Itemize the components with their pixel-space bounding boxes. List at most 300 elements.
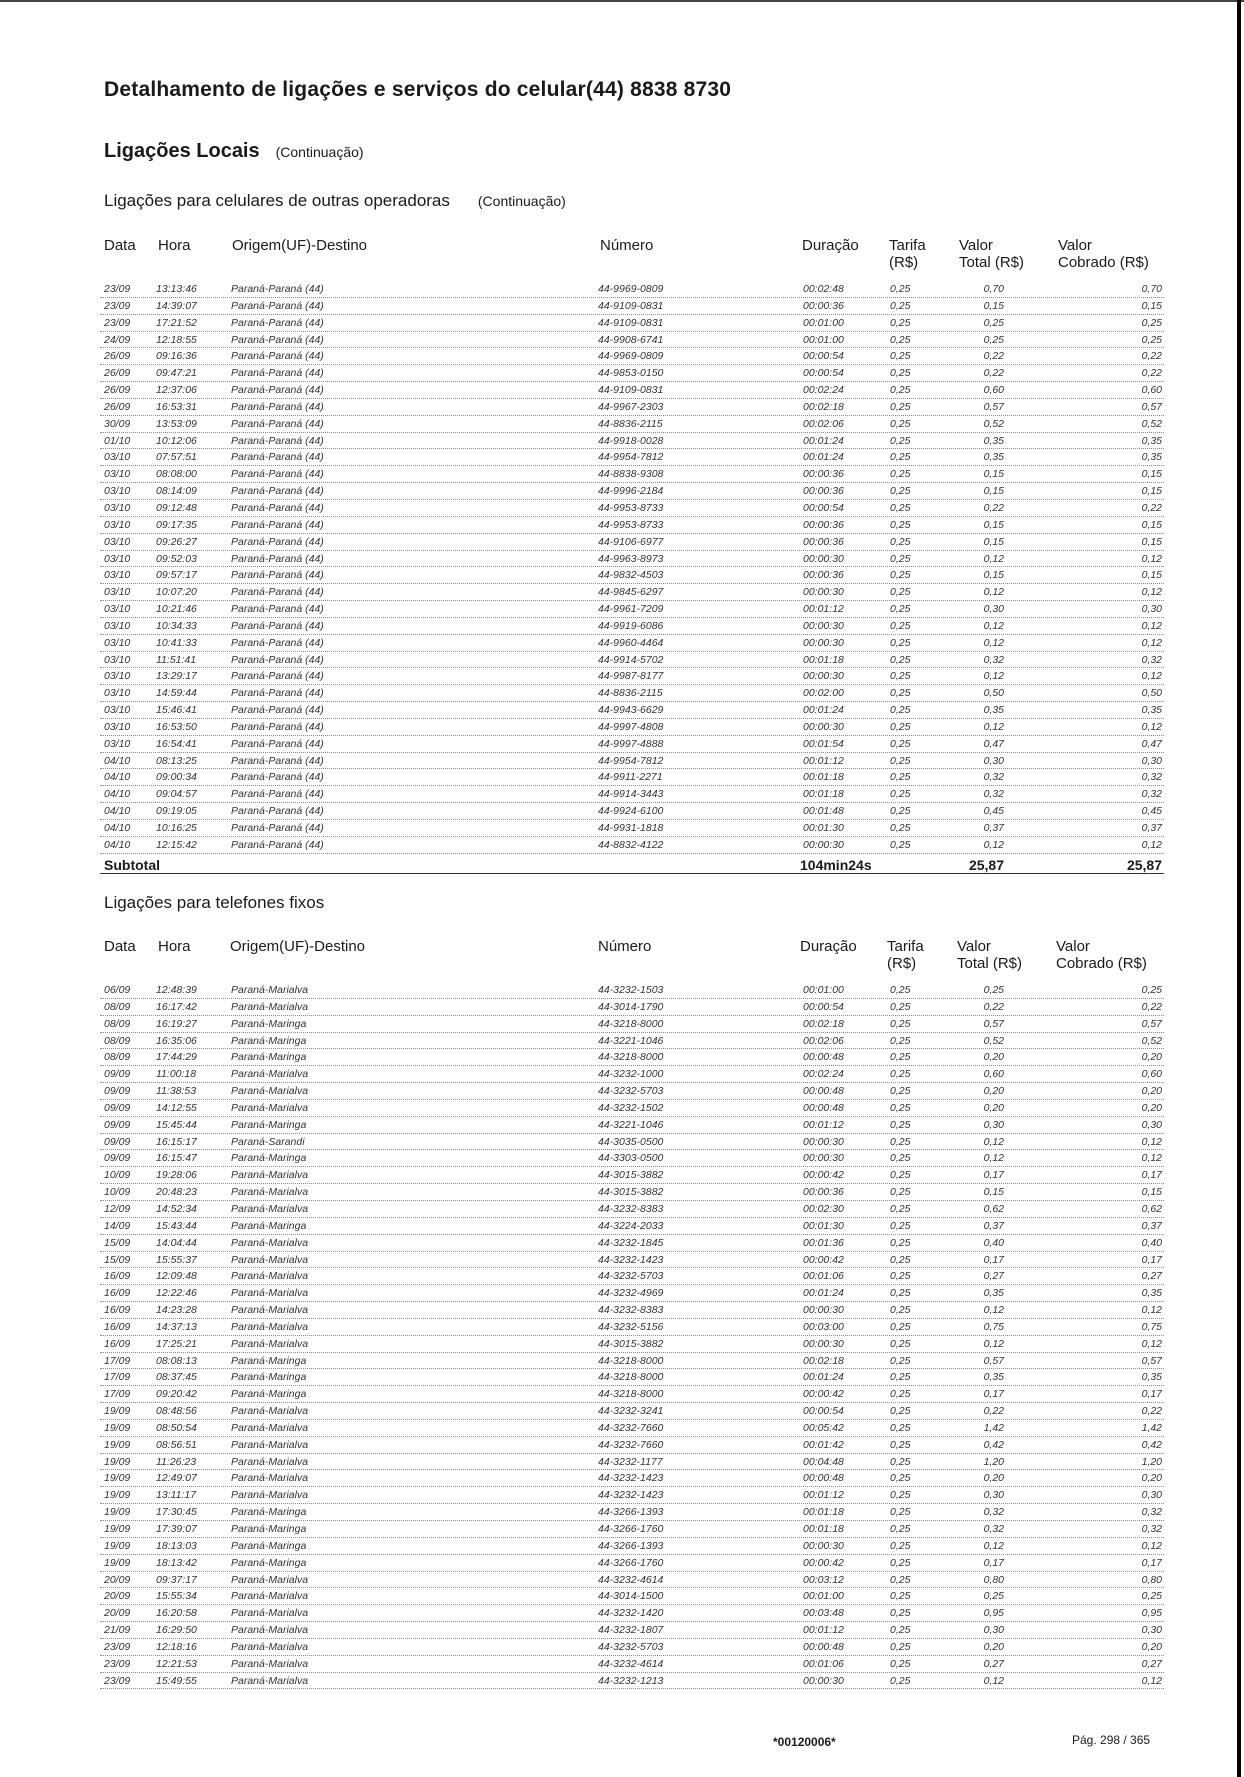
- call-duration: 00:00:36: [803, 299, 844, 312]
- call-origin-destination: Paraná-Paraná (44): [231, 569, 324, 582]
- call-charged-value: 1,42: [1141, 1421, 1162, 1434]
- call-origin-destination: Paraná-Marialva: [231, 1337, 309, 1350]
- call-total-value: 0,12: [983, 636, 1004, 649]
- call-time: 08:14:09: [156, 485, 197, 498]
- call-duration: 00:00:30: [803, 838, 844, 851]
- call-charged-value: 0,15: [1141, 468, 1162, 481]
- call-origin-destination: Paraná-Marialva: [231, 1674, 309, 1687]
- call-rate: 0,25: [890, 1590, 911, 1603]
- call-origin-destination: Paraná-Marialva: [231, 1607, 309, 1620]
- call-time: 18:13:42: [156, 1556, 197, 1569]
- call-origin-destination: Paraná-Marialva: [231, 1657, 309, 1670]
- call-total-value: 0,15: [983, 535, 1004, 548]
- call-charged-value: 0,17: [1141, 1253, 1162, 1266]
- call-origin-destination: Paraná-Marialva: [231, 1640, 309, 1653]
- call-total-value: 0,12: [983, 586, 1004, 599]
- call-date: 09/09: [104, 1101, 131, 1114]
- call-date: 10/09: [104, 1169, 131, 1182]
- page-top-edge: [0, 0, 1244, 2]
- call-rate: 0,25: [890, 1068, 911, 1081]
- call-rate: 0,25: [890, 1169, 911, 1182]
- call-time: 17:30:45: [156, 1506, 197, 1519]
- call-time: 09:04:57: [156, 788, 197, 801]
- call-rate: 0,25: [890, 1556, 911, 1569]
- call-total-value: 0,22: [983, 1405, 1004, 1418]
- call-charged-value: 0,25: [1141, 316, 1162, 329]
- call-duration: 00:00:42: [803, 1556, 844, 1569]
- table-row: [100, 1420, 1164, 1437]
- call-total-value: 0,22: [983, 1000, 1004, 1013]
- call-date: 15/09: [104, 1253, 131, 1266]
- call-date: 24/09: [104, 333, 131, 346]
- call-origin-destination: Paraná-Paraná (44): [231, 535, 324, 548]
- call-total-value: 0,25: [983, 333, 1004, 346]
- call-charged-value: 0,95: [1141, 1607, 1162, 1620]
- call-number: 44-3218-8000: [598, 1388, 664, 1401]
- call-charged-value: 0,32: [1141, 1523, 1162, 1535]
- call-total-value: 0,15: [983, 518, 1004, 531]
- call-rate: 0,25: [890, 1253, 911, 1266]
- call-origin-destination: Paraná-Maringa: [231, 1219, 307, 1232]
- table-row: [100, 584, 1164, 601]
- document-title: Detalhamento de ligações e serviços do celular(44) 8838 8730: [104, 78, 732, 101]
- table-row: [100, 1572, 1164, 1589]
- call-rate: 0,25: [890, 771, 911, 784]
- call-origin-destination: Paraná-Paraná (44): [231, 485, 324, 498]
- call-total-value: 0,35: [983, 451, 1004, 464]
- call-origin-destination: Paraná-Paraná (44): [231, 552, 324, 565]
- page-number: Pág. 298 / 365: [1072, 1733, 1151, 1747]
- call-rate: 0,25: [890, 283, 911, 295]
- call-time: 09:20:42: [156, 1388, 197, 1401]
- call-total-value: 0,12: [983, 1135, 1004, 1148]
- call-charged-value: 0,60: [1141, 1068, 1162, 1081]
- call-time: 12:48:39: [156, 984, 197, 996]
- call-time: 17:39:07: [156, 1523, 197, 1535]
- call-total-value: 0,17: [983, 1253, 1004, 1266]
- call-charged-value: 0,12: [1141, 720, 1162, 733]
- table-row: [100, 1302, 1164, 1319]
- call-charged-value: 0,12: [1141, 1674, 1162, 1687]
- call-duration: 00:00:30: [803, 636, 844, 649]
- table-row: [100, 1033, 1164, 1050]
- call-date: 20/09: [104, 1590, 131, 1603]
- call-date: 04/10: [104, 838, 131, 851]
- call-origin-destination: Paraná-Maringa: [231, 1506, 307, 1519]
- table-row: [100, 365, 1164, 382]
- table-row: [100, 618, 1164, 635]
- table-row: [100, 567, 1164, 584]
- call-time: 11:26:23: [156, 1455, 197, 1468]
- call-rate: 0,25: [890, 1539, 911, 1552]
- subsection-continuation: (Continuação): [477, 193, 566, 209]
- call-time: 16:29:50: [156, 1624, 197, 1637]
- call-origin-destination: Paraná-Paraná (44): [231, 400, 324, 413]
- call-duration: 00:00:48: [803, 1640, 844, 1653]
- section-continuation: (Continuação): [275, 144, 364, 160]
- call-charged-value: 0,35: [1141, 451, 1162, 464]
- call-date: 03/10: [104, 704, 131, 717]
- call-date: 04/10: [104, 754, 131, 767]
- table-row: [100, 1167, 1164, 1184]
- call-date: 08/09: [104, 1000, 131, 1013]
- call-number: 44-9911-2271: [598, 771, 663, 784]
- call-charged-value: 0,12: [1141, 636, 1162, 649]
- call-number: 44-8838-9308: [598, 468, 664, 481]
- call-duration: 00:03:48: [803, 1607, 844, 1620]
- table-row: [100, 433, 1164, 450]
- table-row: [100, 449, 1164, 466]
- call-origin-destination: Paraná-Marialva: [231, 1085, 309, 1098]
- call-total-value: 0,52: [983, 417, 1004, 430]
- call-date: 23/09: [104, 1674, 131, 1687]
- call-time: 17:21:52: [156, 316, 197, 329]
- call-duration: 00:00:48: [803, 1472, 844, 1485]
- call-number: 44-3232-1807: [598, 1624, 664, 1637]
- call-duration: 00:02:18: [803, 400, 844, 413]
- call-charged-value: 0,47: [1141, 737, 1162, 750]
- call-number: 44-9969-0809: [598, 350, 664, 363]
- call-total-value: 0,20: [983, 1640, 1004, 1653]
- call-origin-destination: Paraná-Paraná (44): [231, 687, 324, 700]
- call-origin-destination: Paraná-Marialva: [231, 984, 309, 996]
- call-duration: 00:02:06: [803, 1034, 844, 1047]
- call-origin-destination: Paraná-Paraná (44): [231, 805, 324, 818]
- call-origin-destination: Paraná-Paraná (44): [231, 586, 324, 599]
- call-duration: 00:00:36: [803, 468, 844, 481]
- call-charged-value: 0,22: [1141, 350, 1162, 363]
- call-number: 44-3232-1000: [598, 1068, 664, 1081]
- call-rate: 0,25: [890, 1000, 911, 1013]
- call-time: 18:13:03: [156, 1539, 197, 1552]
- call-number: 44-9109-0831: [598, 299, 664, 312]
- call-date: 09/09: [104, 1118, 131, 1131]
- call-rate: 0,25: [890, 1236, 911, 1249]
- call-total-value: 0,30: [983, 754, 1004, 767]
- call-origin-destination: Paraná-Paraná (44): [231, 771, 324, 784]
- call-charged-value: 0,25: [1141, 984, 1162, 996]
- call-charged-value: 1,20: [1141, 1455, 1162, 1468]
- call-number: 44-9914-5702: [598, 653, 664, 666]
- call-number: 44-9953-8733: [598, 501, 664, 514]
- call-origin-destination: Paraná-Paraná (44): [231, 350, 324, 363]
- table-header: [100, 237, 1164, 281]
- call-time: 14:23:28: [156, 1304, 197, 1317]
- subsection-title-celulares: [104, 191, 566, 211]
- col-numero-header: Número: [598, 938, 652, 955]
- call-charged-value: 0,22: [1141, 1000, 1162, 1013]
- call-total-value: 0,25: [983, 1590, 1004, 1603]
- call-duration: 00:00:30: [803, 720, 844, 733]
- call-number: 44-3232-3241: [598, 1405, 664, 1418]
- call-total-value: 0,35: [983, 1371, 1004, 1384]
- call-number: 44-3232-1502: [598, 1101, 664, 1114]
- table-row: [100, 281, 1164, 298]
- call-rate: 0,25: [890, 434, 911, 447]
- call-number: 44-3232-1845: [598, 1236, 664, 1249]
- call-total-value: 0,37: [983, 1219, 1004, 1232]
- table-row: [100, 1639, 1164, 1656]
- call-duration: 00:01:12: [803, 754, 844, 767]
- call-total-value: 0,20: [983, 1085, 1004, 1098]
- call-date: 03/10: [104, 485, 131, 498]
- table-row: [100, 635, 1164, 652]
- call-time: 13:13:46: [156, 283, 197, 295]
- call-rate: 0,25: [890, 1640, 911, 1653]
- table-row: [100, 1605, 1164, 1622]
- call-duration: 00:02:18: [803, 1017, 844, 1030]
- call-origin-destination: Paraná-Marialva: [231, 1000, 309, 1013]
- col-duracao-header: Duração: [800, 938, 857, 955]
- call-origin-destination: Paraná-Maringa: [231, 1556, 307, 1569]
- call-time: 20:48:23: [156, 1186, 197, 1199]
- call-origin-destination: Paraná-Paraná (44): [231, 451, 324, 464]
- call-charged-value: 0,30: [1141, 1624, 1162, 1637]
- call-rate: 0,25: [890, 1489, 911, 1502]
- call-duration: 00:00:30: [803, 1539, 844, 1552]
- call-total-value: 0,47: [983, 737, 1004, 750]
- call-number: 44-9954-7812: [598, 451, 664, 464]
- call-total-value: 0,30: [983, 1489, 1004, 1502]
- call-time: 19:28:06: [156, 1169, 197, 1182]
- call-number: 44-9961-7209: [598, 603, 664, 616]
- table-row: [100, 803, 1164, 820]
- call-origin-destination: Paraná-Paraná (44): [231, 417, 324, 430]
- call-origin-destination: Paraná-Marialva: [231, 1320, 309, 1333]
- subtotal-duracao: 104min24s: [800, 856, 872, 873]
- call-number: 44-3015-3882: [598, 1186, 664, 1199]
- call-date: 16/09: [104, 1337, 131, 1350]
- call-duration: 00:00:30: [803, 552, 844, 565]
- call-origin-destination: Paraná-Paraná (44): [231, 670, 324, 683]
- call-time: 09:19:05: [156, 805, 197, 818]
- call-date: 23/09: [104, 283, 131, 295]
- call-origin-destination: Paraná-Paraná (44): [231, 518, 324, 531]
- call-time: 09:26:27: [156, 535, 197, 548]
- call-total-value: 0,57: [983, 1017, 1004, 1030]
- call-rate: 0,25: [890, 636, 911, 649]
- call-date: 06/09: [104, 984, 131, 996]
- call-rate: 0,25: [890, 1152, 911, 1165]
- call-origin-destination: Paraná-Marialva: [231, 1202, 309, 1215]
- call-charged-value: 0,52: [1141, 417, 1162, 430]
- call-rate: 0,25: [890, 603, 911, 616]
- call-time: 10:16:25: [156, 822, 197, 834]
- call-number: 44-3035-0500: [598, 1135, 664, 1148]
- call-date: 19/09: [104, 1556, 131, 1569]
- call-charged-value: 0,60: [1141, 384, 1162, 397]
- call-date: 03/10: [104, 518, 131, 531]
- call-total-value: 0,32: [983, 653, 1004, 666]
- call-time: 16:15:47: [156, 1152, 197, 1165]
- table-row: [100, 1403, 1164, 1420]
- call-rate: 0,25: [890, 367, 911, 380]
- table-row: [100, 483, 1164, 500]
- subtotal-cobrado: 25,87: [1126, 856, 1162, 873]
- table-row: [100, 837, 1164, 854]
- call-origin-destination: Paraná-Paraná (44): [231, 283, 324, 295]
- call-origin-destination: Paraná-Marialva: [231, 1472, 309, 1485]
- call-total-value: 0,42: [983, 1438, 1004, 1451]
- call-origin-destination: Paraná-Maringa: [231, 1354, 307, 1367]
- call-time: 16:19:27: [156, 1017, 197, 1030]
- call-rate: 0,25: [890, 333, 911, 346]
- call-total-value: 0,22: [983, 501, 1004, 514]
- call-number: 44-3015-3882: [598, 1337, 664, 1350]
- call-total-value: 0,15: [983, 468, 1004, 481]
- call-origin-destination: Paraná-Marialva: [231, 1304, 309, 1317]
- call-charged-value: 0,35: [1141, 1371, 1162, 1384]
- call-number: 44-3232-7660: [598, 1421, 664, 1434]
- call-total-value: 0,35: [983, 704, 1004, 717]
- call-charged-value: 0,27: [1141, 1270, 1162, 1283]
- call-origin-destination: Paraná-Paraná (44): [231, 704, 324, 717]
- call-duration: 00:02:24: [803, 384, 844, 397]
- call-duration: 00:01:06: [803, 1657, 844, 1670]
- call-rate: 0,25: [890, 451, 911, 464]
- call-date: 23/09: [104, 1657, 131, 1670]
- subtotal-label: Subtotal: [104, 856, 160, 873]
- call-time: 15:55:37: [156, 1253, 197, 1266]
- table-row: [100, 551, 1164, 568]
- call-total-value: 1,20: [983, 1455, 1004, 1468]
- call-charged-value: 0,50: [1141, 687, 1162, 700]
- col-valor-cobrado-header: Valor Cobrado (R$): [1058, 237, 1149, 271]
- call-rate: 0,25: [890, 1506, 911, 1519]
- call-duration: 00:02:24: [803, 1068, 844, 1081]
- table-row: [100, 702, 1164, 719]
- call-time: 11:51:41: [156, 653, 197, 666]
- call-rate: 0,25: [890, 1337, 911, 1350]
- call-duration: 00:00:36: [803, 535, 844, 548]
- call-number: 44-9924-6100: [598, 805, 664, 818]
- call-time: 15:43:44: [156, 1219, 197, 1232]
- call-number: 44-9953-8733: [598, 518, 664, 531]
- call-date: 03/10: [104, 569, 131, 582]
- call-charged-value: 0,57: [1141, 400, 1162, 413]
- call-duration: 00:00:30: [803, 619, 844, 632]
- table-row: [100, 315, 1164, 332]
- call-rate: 0,25: [890, 1455, 911, 1468]
- call-number: 44-3014-1500: [598, 1590, 664, 1603]
- table-row: [100, 982, 1164, 999]
- call-duration: 00:00:54: [803, 367, 844, 380]
- call-number: 44-9109-0831: [598, 316, 664, 329]
- call-number: 44-9954-7812: [598, 754, 664, 767]
- subsection-title-text: Ligações para celulares de outras operadoras: [104, 191, 450, 210]
- call-time: 16:53:31: [156, 400, 197, 413]
- call-rate: 0,25: [890, 1674, 911, 1687]
- table-row: [100, 685, 1164, 702]
- call-rate: 0,25: [890, 1304, 911, 1317]
- call-total-value: 0,32: [983, 788, 1004, 801]
- call-time: 09:37:17: [156, 1573, 197, 1586]
- call-time: 08:13:25: [156, 754, 197, 767]
- call-number: 44-3232-1177: [598, 1455, 663, 1468]
- call-origin-destination: Paraná-Marialva: [231, 1438, 309, 1451]
- call-number: 44-3232-7660: [598, 1438, 664, 1451]
- call-charged-value: 0,22: [1141, 1405, 1162, 1418]
- call-date: 03/10: [104, 737, 131, 750]
- table-row: [100, 1252, 1164, 1269]
- call-origin-destination: Paraná-Marialva: [231, 1287, 309, 1300]
- call-number: 44-3232-4614: [598, 1573, 664, 1586]
- call-charged-value: 0,17: [1141, 1169, 1162, 1182]
- call-total-value: 0,17: [983, 1556, 1004, 1569]
- call-time: 10:12:06: [156, 434, 197, 447]
- call-number: 44-9967-2303: [598, 400, 664, 413]
- call-time: 11:00:18: [156, 1068, 197, 1081]
- call-rate: 0,25: [890, 704, 911, 717]
- call-rate: 0,25: [890, 1135, 911, 1148]
- call-time: 12:18:16: [156, 1640, 197, 1653]
- call-duration: 00:01:18: [803, 771, 844, 784]
- call-total-value: 0,35: [983, 1287, 1004, 1300]
- table-row: [100, 1285, 1164, 1302]
- call-total-value: 0,37: [983, 822, 1004, 834]
- col-duracao-header: Duração: [802, 237, 859, 254]
- call-charged-value: 0,12: [1141, 670, 1162, 683]
- table-row: [100, 1016, 1164, 1033]
- call-charged-value: 0,57: [1141, 1017, 1162, 1030]
- call-time: 13:29:17: [156, 670, 197, 683]
- call-origin-destination: Paraná-Marialva: [231, 1455, 309, 1468]
- table-header: [100, 938, 1164, 982]
- table-row: [100, 1673, 1164, 1690]
- call-duration: 00:01:12: [803, 1624, 844, 1637]
- call-time: 16:35:06: [156, 1034, 197, 1047]
- call-time: 14:52:34: [156, 1202, 197, 1215]
- call-duration: 00:01:12: [803, 1118, 844, 1131]
- call-rate: 0,25: [890, 1320, 911, 1333]
- call-number: 44-9969-0809: [598, 283, 664, 295]
- call-rate: 0,25: [890, 1657, 911, 1670]
- call-origin-destination: Paraná-Maringa: [231, 1539, 307, 1552]
- call-number: 44-3232-8383: [598, 1202, 664, 1215]
- call-rate: 0,25: [890, 805, 911, 818]
- call-time: 10:41:33: [156, 636, 197, 649]
- call-origin-destination: Paraná-Paraná (44): [231, 316, 324, 329]
- call-origin-destination: Paraná-Maringa: [231, 1152, 307, 1165]
- call-number: 44-3218-8000: [598, 1371, 664, 1384]
- call-duration: 00:00:30: [803, 1152, 844, 1165]
- call-time: 12:22:46: [156, 1287, 197, 1300]
- call-origin-destination: Paraná-Maringa: [231, 1017, 307, 1030]
- call-charged-value: 0,15: [1141, 1186, 1162, 1199]
- call-duration: 00:02:18: [803, 1354, 844, 1367]
- call-duration: 00:00:54: [803, 350, 844, 363]
- call-date: 30/09: [104, 417, 131, 430]
- table-row: [100, 517, 1164, 534]
- call-date: 15/09: [104, 1236, 131, 1249]
- call-total-value: 0,12: [983, 670, 1004, 683]
- call-total-value: 0,70: [983, 283, 1004, 295]
- call-total-value: 0,15: [983, 485, 1004, 498]
- call-charged-value: 0,20: [1141, 1085, 1162, 1098]
- call-time: 14:37:13: [156, 1320, 197, 1333]
- call-duration: 00:02:00: [803, 687, 844, 700]
- call-number: 44-3232-1213: [598, 1674, 664, 1687]
- col-origem-header: Origem(UF)-Destino: [232, 237, 368, 254]
- call-total-value: 0,25: [983, 316, 1004, 329]
- call-date: 08/09: [104, 1017, 131, 1030]
- call-duration: 00:03:00: [803, 1320, 844, 1333]
- call-date: 19/09: [104, 1539, 131, 1552]
- call-total-value: 0,60: [983, 384, 1004, 397]
- table-row: [100, 719, 1164, 736]
- call-origin-destination: Paraná-Paraná (44): [231, 384, 324, 397]
- call-duration: 00:00:30: [803, 1337, 844, 1350]
